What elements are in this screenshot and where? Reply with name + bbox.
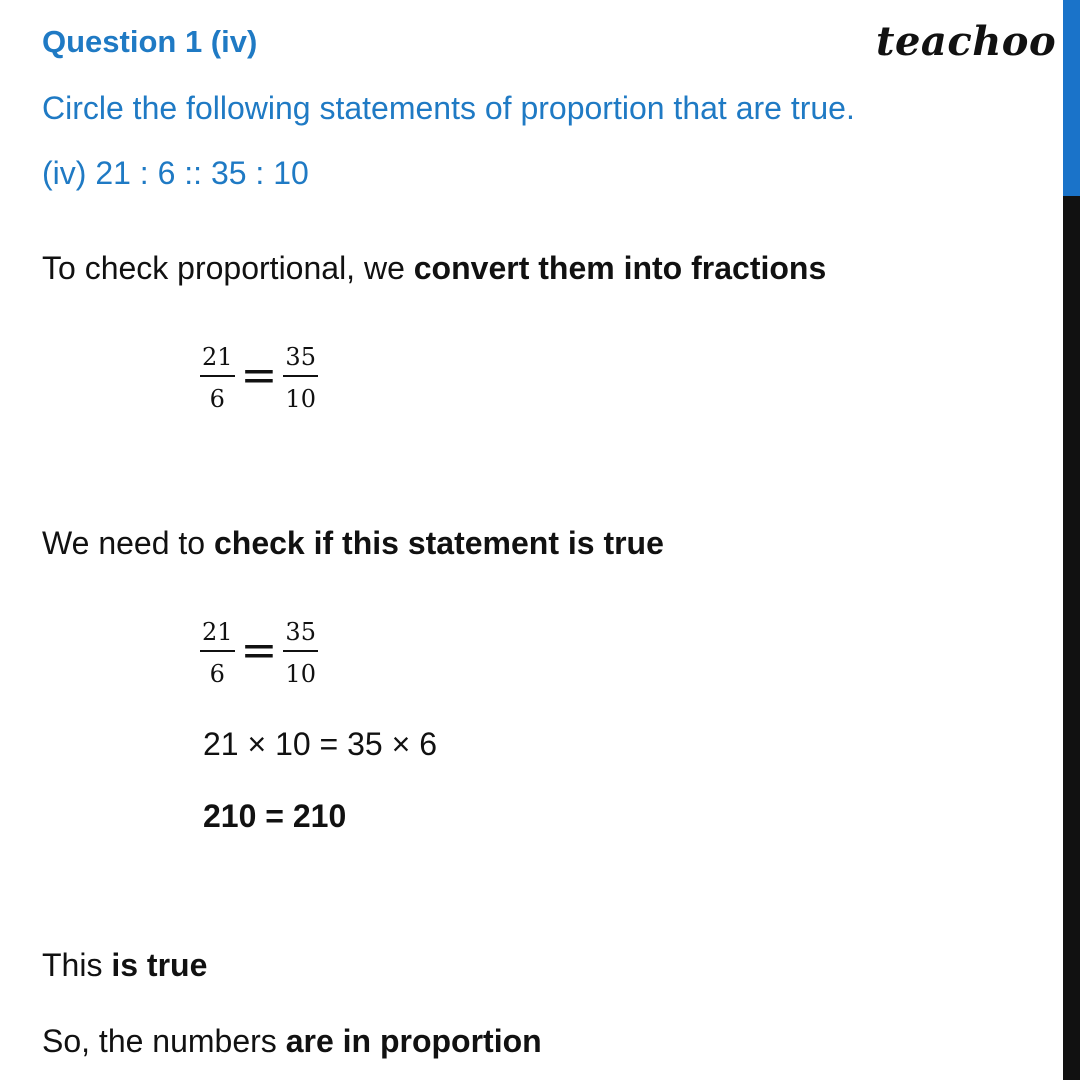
fraction-left xyxy=(200,345,235,411)
side-accent-dark xyxy=(1063,196,1080,1080)
denominator: 6 xyxy=(209,660,225,688)
fraction-right xyxy=(283,345,318,411)
numerator: 35 xyxy=(285,618,316,646)
fraction-left xyxy=(200,620,235,686)
equals-sign: = xyxy=(240,350,278,401)
step-convert-fractions xyxy=(42,250,826,287)
fraction-right xyxy=(283,620,318,686)
conclusion-proportion xyxy=(42,1023,542,1060)
numerator: 35 xyxy=(285,343,316,371)
fraction-equation-1 xyxy=(200,345,318,411)
numerator: 21 xyxy=(202,618,233,646)
denominator: 10 xyxy=(285,660,316,688)
conclusion-true-prefix: This xyxy=(42,947,112,983)
step-convert-prefix: To check proportional, we xyxy=(42,250,414,286)
denominator: 10 xyxy=(285,385,316,413)
denominator: 6 xyxy=(209,385,225,413)
fraction-equation-2 xyxy=(200,620,318,686)
question-problem: (iv) 21 : 6 :: 35 : 10 xyxy=(42,155,309,191)
teachoo-logo: teachoo xyxy=(876,18,1057,65)
side-accent-blue xyxy=(1063,0,1080,196)
conclusion-proportion-bold: are in proportion xyxy=(285,1023,542,1059)
step-check-bold: check if this statement is true xyxy=(213,525,664,561)
question-title: Question 1 (iv) xyxy=(42,24,258,59)
question-statement: Circle the following statements of proportion that are true. xyxy=(42,90,855,126)
step-check-statement xyxy=(42,525,664,562)
cross-multiplication: 21 × 10 = 35 × 6 xyxy=(203,726,437,762)
equals-sign: = xyxy=(240,625,278,676)
conclusion-true xyxy=(42,947,207,984)
result-equation: 210 = 210 xyxy=(203,798,347,834)
numerator: 21 xyxy=(202,343,233,371)
step-check-prefix: We need to xyxy=(42,525,214,561)
step-convert-bold: convert them into fractions xyxy=(413,250,827,286)
conclusion-proportion-prefix: So, the numbers xyxy=(42,1023,286,1059)
conclusion-true-bold: is true xyxy=(111,947,208,983)
